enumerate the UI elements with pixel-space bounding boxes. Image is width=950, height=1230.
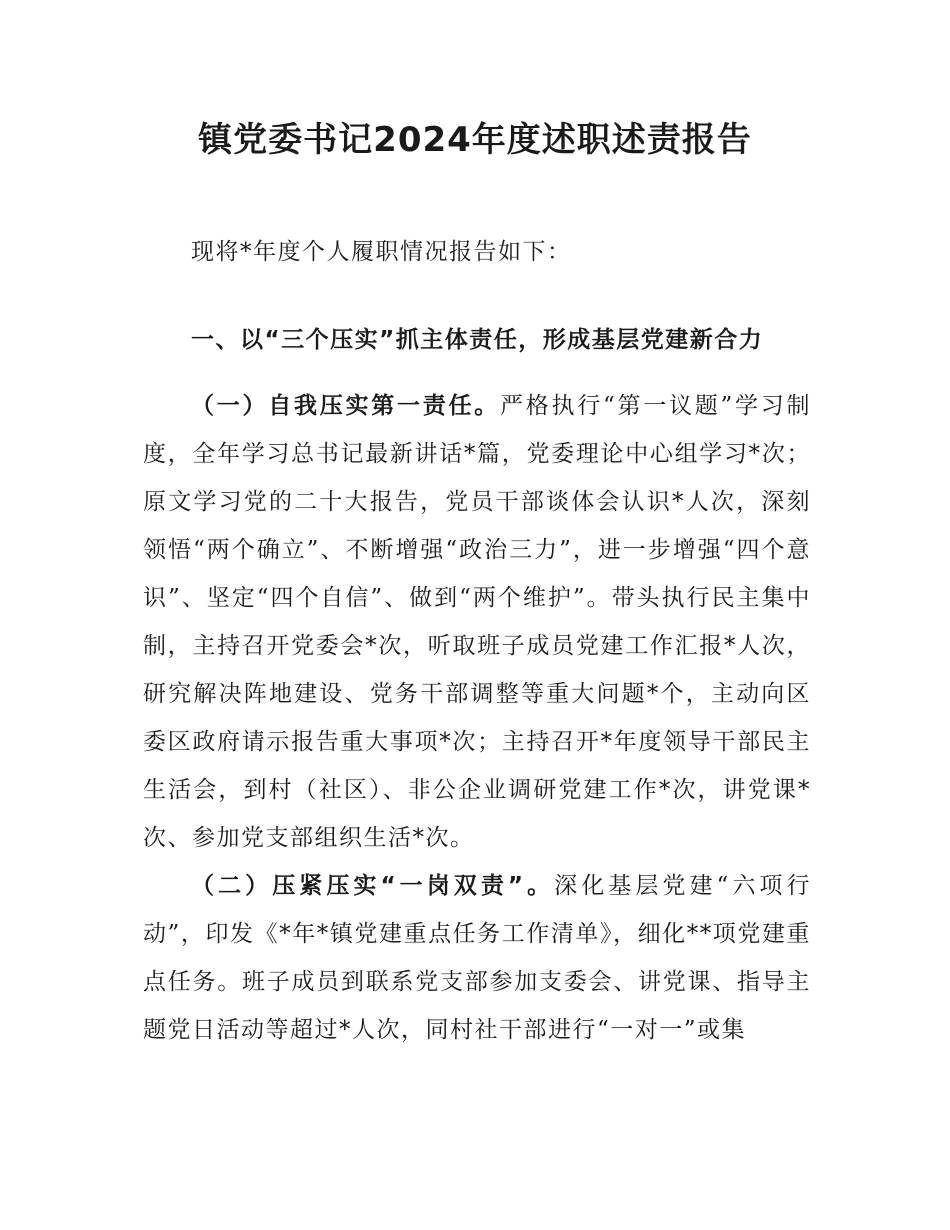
- document-title: 镇党委书记2024年度述职述责报告: [198, 120, 752, 160]
- paragraph-2: [143, 862, 811, 1054]
- intro-paragraph: 现将*年度个人履职情况报告如下：: [191, 239, 572, 265]
- paragraph-2-lead: （二）压紧压实“一岗双责”。: [191, 873, 555, 899]
- paragraph-2-text: 深化基层党建“六项行动”，印发《*年*镇党建重点任务工作清单》，细化**项党建重点任务。班子成员到联系党支部参加支委会、讲党课、指导主题党日活动等超过*人次，同村社干部进行“一对一”或集: [143, 873, 812, 1043]
- paragraph-1-lead: （一）自我压实第一责任。: [191, 393, 500, 419]
- section-heading: 一、以“三个压实”抓主体责任，形成基层党建新合力: [191, 327, 764, 353]
- paragraph-1-text: 严格执行“第一议题”学习制度，全年学习总书记最新讲话*篇，党委理论中心组学习*次；原文学习党的二十大报告，党员干部谈体会认识*人次，深刻领悟“两个确立”、不断增强“政治三力”，进一步增强“四个意识”、坚定“四个自信”、做到“两个维护”。带头执行民主集中制，主持召开党委会*次，听取班子成员党建工作汇报*人次，研究解决阵地建设、党务干部调整等重大问题*个，主动向区委区政府请示报告重大事项*次；主持召开*年度领导干部民主生活会，到村（社区）、非公企业调研党建工作*次，讲党课*次、参加党支部组织生活*次。: [143, 393, 811, 851]
- paragraph-1: [143, 382, 811, 862]
